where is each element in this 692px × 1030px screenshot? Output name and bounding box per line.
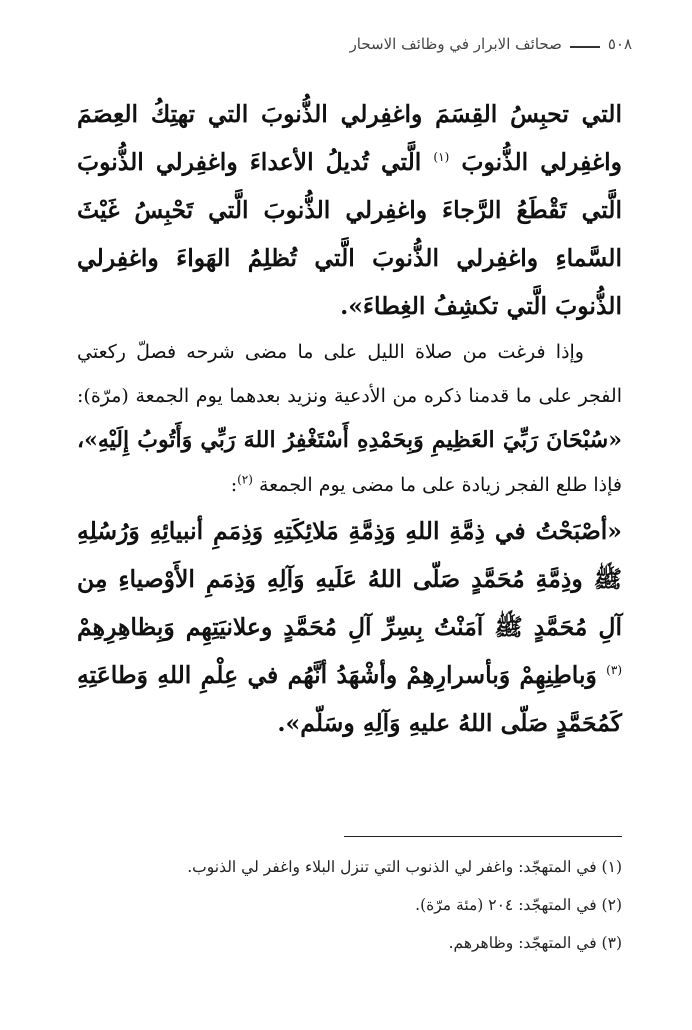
prayer-text-2b: وَباطِنِهِمْ وَبأسرارِهِمْ وأشْهَدُ أنَّهُم في عِلْمِ اللهِ وَطاعَتِهِ كَمُحَمَّدٍ صَلّى اللهُ عليهِ وَآلِهِ وسَلّم». [77,661,622,737]
footnote-ref-3: (٣) [606,663,622,678]
instruction-paragraph [77,330,622,507]
instruction-colon: : [230,474,238,496]
prayer-paragraph-1 [77,90,622,330]
prayer-paragraph-2 [77,507,622,747]
footnote-2: (٢) في المتهجّد: ٢٠٤ (مئة مرّة). [415,896,622,914]
main-text [77,90,622,747]
footnote-1: (١) في المتهجّد: واغفر لي الذنوب التي تنزل البلاء واغفر لي الذنوب. [187,858,622,876]
footnote-3: (٣) في المتهجّد: وظاهرهم. [448,934,622,952]
instruction-text-2: فإذا طلع الفجر زيادة على ما مضى يوم الجمعة [258,474,622,496]
tasbih-text: «سُبْحَانَ رَبِّيَ العَظِيمِ وَبِحَمْدِهِ أَسْتَغْفِرُ اللهَ رَبِّي وَأَتُوبُ إِلَيْهِ»، [77,427,622,453]
page-number: ٥٠٨ [607,35,632,53]
footnote-separator [344,836,622,837]
prayer-text-1b: الَّتي تُديلُ الأعداءَ واغفِرلي الذُّنوبَ الَّتي تَقْطَعُ الرَّجاءَ واغفِرلي الذُّنوبَ الَّتي تَحْبِسُ غَيْثَ السَّماءِ واغفِرلي الذُّنوبَ الَّتي تُظلِمُ الهَواءَ واغفِرلي الذُّنوبَ الَّتي تكشِفُ الغِطاءَ». [77,148,622,320]
prayer-text-2a: «أصْبَحْتُ في ذِمَّةِ اللهِ وَذِمَّةِ مَلائِكَتِهِ وَذِمَمِ أنبيائِهِ وَرُسُلِهِ ﷺ وذِمَّةِ مُحَمَّدٍ صَلّى اللهُ عَلَيهِ وَآلِهِ وَذِمَمِ الأَوْصياءِ مِن آلِ مُحَمَّدٍ ﷺ آمَنْتُ بِسِرِّ آلِ مُحَمَّدٍ وعلانيَتِهِم وَبِظاهِرِهِمْ [77,517,622,641]
footnote-ref-2: (٢) [237,472,253,487]
footnotes [77,856,622,970]
header-rule [570,46,600,48]
running-header [72,30,632,58]
footnote-ref-1: (١) [433,150,450,165]
prayer-text-1a: التي تحبِسُ القِسَمَ واغفِرلي الذُّنوبَ التي تهتِكُ العِصَمَ واغفِرلي الذُّنوبَ [77,100,622,176]
running-title: صحائف الابرار في وظائف الاسحار [349,35,562,53]
instruction-text-1: وإذا فرغت من صلاة الليل على ما مضى شرحه فصلّ ركعتي الفجر على ما قدمنا ذكره من الأدعية ونزيد بعدهما يوم الجمعة (مرّة): [77,341,622,407]
